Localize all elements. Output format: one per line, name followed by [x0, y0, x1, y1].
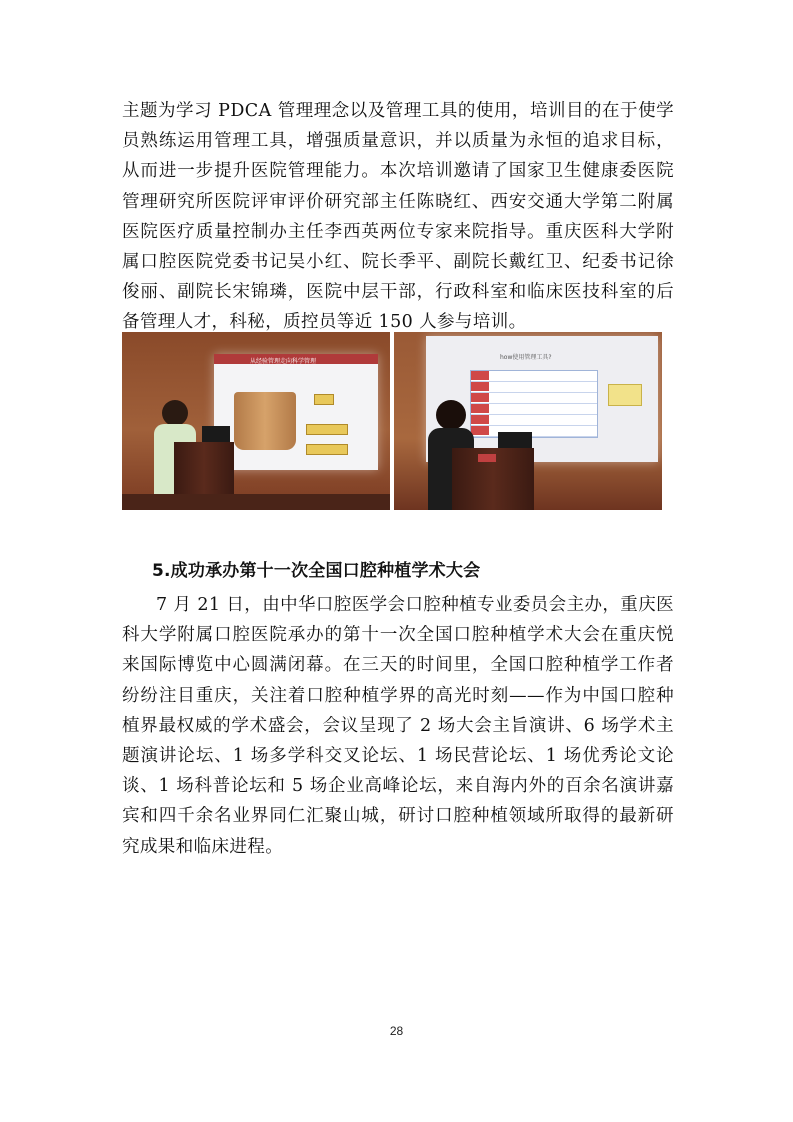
- section-heading: 5.成功承办第十一次全国口腔种植学术大会: [152, 561, 481, 581]
- paragraph-training-summary: 主题为学习 PDCA 管理理念以及管理工具的使用，培训目的在于使学员熟练运用管理工具，增强质量意识，并以质量为永恒的追求目标，从而进一步提升医院管理能力。本次培训邀请了国家卫生健康委医院管理研究所医院评审评价研究部主任陈晓红、西安交通大学第二附属医院医疗质量控制办主任李西英两位专家来院指导。重庆医科大学附属口腔医院党委书记吴小红、院长季平、副院长戴红卫、纪委书记徐俊丽、副院长宋锦璘，医院中层干部，行政科室和临床医技科室的后备管理人才，科秘，质控员等近 150 人参与培训。: [122, 101, 674, 333]
- slide-table-row: [471, 415, 597, 426]
- slide-table: [470, 370, 598, 438]
- projection-screen: [214, 354, 378, 470]
- paragraph-conference-summary: 7 月 21 日，由中华口腔医学会口腔种植专业委员会主办，重庆医科大学附属口腔医院承办的第十一次全国口腔种植学术大会在重庆悦来国际博览中心圆满闭幕。在三天的时间里，全国口腔种植学工作者纷纷注目重庆，关注着口腔种植学界的高光时刻——作为中国口腔种植界最权威的学术盛会，会议呈现了 2 场大会主旨演讲、6 场学术主题演讲论坛、1 场多学科交叉论坛、1 场民营论坛、1 场优秀论文论谈、1 场科普论坛和 5 场企业高峰论坛，来自海内外的百余名演讲嘉宾和四千余名业界同仁汇聚山城，研讨口腔种植领域所取得的最新研究成果和临床进程。: [122, 595, 674, 857]
- slide-diagram-box: [314, 394, 334, 405]
- slide-title: how使用管理工具?: [500, 354, 552, 361]
- slide-title: 从经验管理走向科学管理: [250, 358, 317, 365]
- laptop: [498, 432, 532, 448]
- photo-lecture-right: [394, 332, 662, 510]
- slide-table-row: [471, 426, 597, 437]
- slide-note: [608, 384, 642, 406]
- page-number: 28: [389, 1024, 404, 1038]
- slide-table-row: [471, 393, 597, 404]
- speaker-head: [436, 400, 466, 430]
- photo-lecture-left: [122, 332, 390, 510]
- barrel-illustration: [234, 392, 296, 450]
- slide-table-row: [471, 371, 597, 382]
- slide-table-row: [471, 382, 597, 393]
- slide-diagram-box: [306, 424, 348, 435]
- laptop: [202, 426, 230, 442]
- slide-table-row: [471, 404, 597, 415]
- speaker-head: [162, 400, 188, 426]
- slide-diagram-box: [306, 444, 348, 455]
- name-card: [478, 454, 496, 462]
- stage-edge: [122, 494, 390, 510]
